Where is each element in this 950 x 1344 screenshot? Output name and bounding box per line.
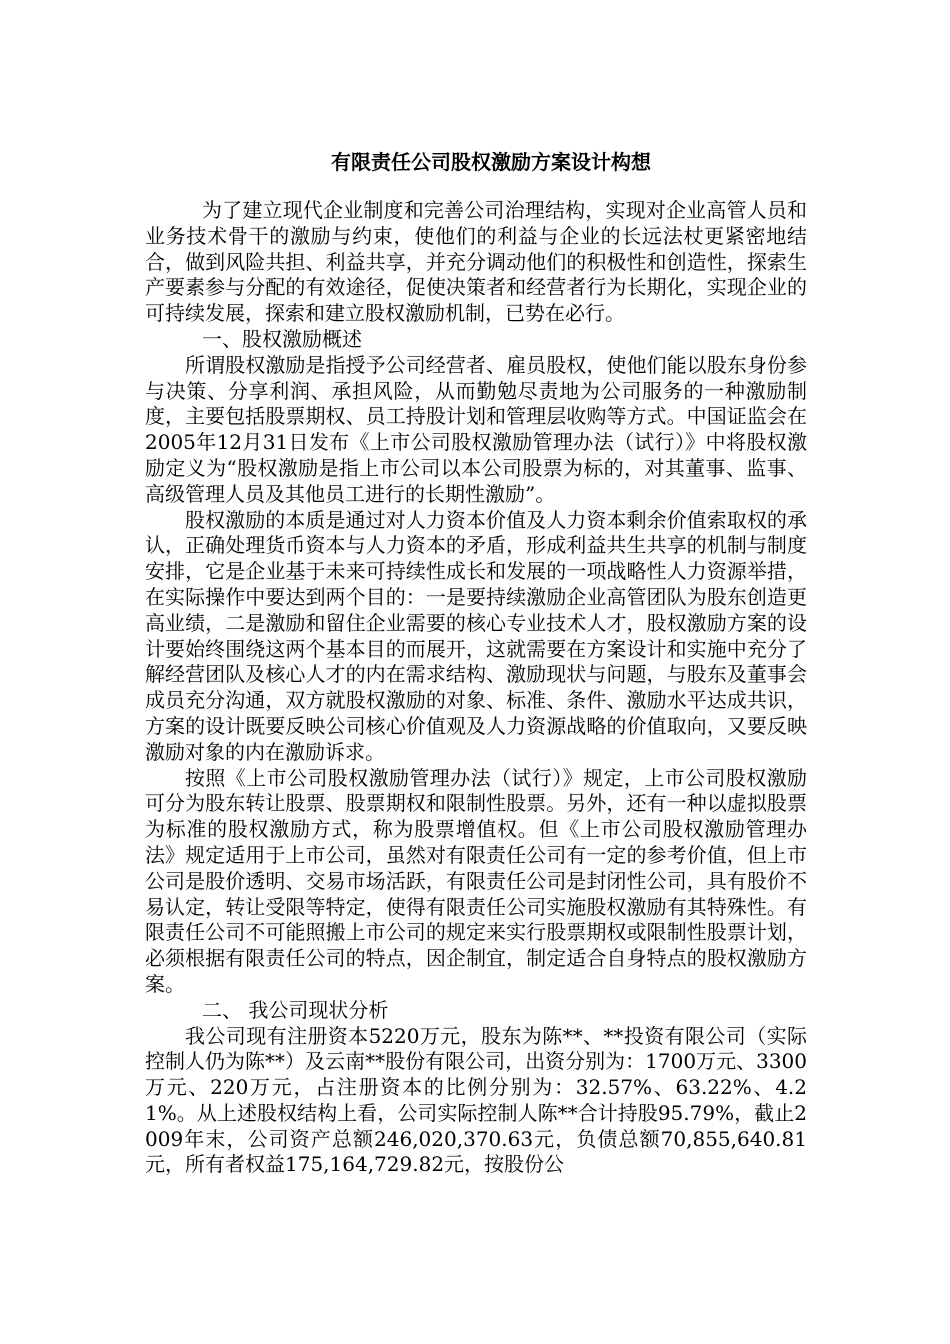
document-title: 有限责任公司股权激励方案设计构想 xyxy=(331,150,651,174)
document-page xyxy=(145,148,807,1178)
intro-paragraph: 为了建立现代企业制度和完善公司治理结构，实现对企业高管人员和业务技术骨干的激励与约束，使他们的利益与企业的长远法杖更紧密地结合，做到风险共担、利益共享，并充分调动他们的积极性和创造性，探索生产要素参与分配的有效途径，促使决策者和经营者行为长期化，实现企业的可持续发展，探索和建立股权激励机制，已势在必行。 xyxy=(145,198,807,326)
section-1-paragraph-3: 按照《上市公司股权激励管理办法（试行）》规定，上市公司股权激励可分为股东转让股票、股票期权和限制性股票。另外，还有一种以虚拟股票为标准的股权激励方式，称为股票增值权。但《上市公司股权激励管理办法》规定适用于上市公司，虽然对有限责任公司有一定的参考价值，但上市公司是股价透明、交易市场活跃，有限责任公司是封闭性公司，具有股价不易认定，转让受限等特定，使得有限责任公司实施股权激励有其特殊性。有限责任公司不可能照搬上市公司的规定来实行股票期权或限制性股票计划，必须根据有限责任公司的特点，因企制宜，制定适合自身特点的股权激励方案。 xyxy=(145,765,807,996)
section-1-paragraph-1: 所谓股权激励是指授予公司经营者、雇员股权，使他们能以股东身份参与决策、分享利润、承担风险，从而勤勉尽责地为公司服务的一种激励制度，主要包括股票期权、员工持股计划和管理层收购等方式。中国证监会在2005年12月31日发布《上市公司股权激励管理办法（试行）》中将股权激励定义为“股权激励是指上市公司以本公司股票为标的，对其董事、监事、高级管理人员及其他员工进行的长期性激励”。 xyxy=(145,352,807,506)
section-2-paragraph-1: 我公司现有注册资本5220万元，股东为陈**、**投资有限公司（实际控制人仍为陈**）及云南**股份有限公司，出资分别为：1700万元、3300万元、220万元，占注册资本的比例分别为：32.57%、63.22%、4.21%。从上述股权结构上看，公司实际控制人陈**合计持股95.79%，截止2009年末，公司资产总额246,020,370.63元，负债总额70,855,640.81元，所有者权益175,164,729.82元，按股份公 xyxy=(145,1023,807,1177)
section-2-heading: 二、 我公司现状分析 xyxy=(202,997,389,1022)
section-1-heading: 一、股权激励概述 xyxy=(202,326,362,351)
section-1-paragraph-2: 股权激励的本质是通过对人力资本价值及人力资本剩余价值索取权的承认，正确处理货币资本与人力资本的矛盾，形成利益共生共享的机制与制度安排，它是企业基于未来可持续性成长和发展的一项战略性人力资源举措，在实际操作中要达到两个目的：一是要持续激励企业高管团队为股东创造更高业绩，二是激励和留住企业需要的核心专业技术人才，股权激励方案的设计要始终围绕这两个基本目的而展开，这就需要在方案设计和实施中充分了解经营团队及核心人才的内在需求结构、激励现状与问题，与股东及董事会成员充分沟通，双方就股权激励的对象、标准、条件、激励水平达成共识，方案的设计既要反映公司核心价值观及人力资源战略的价值取向，又要反映激励对象的内在激励诉求。 xyxy=(145,507,807,764)
